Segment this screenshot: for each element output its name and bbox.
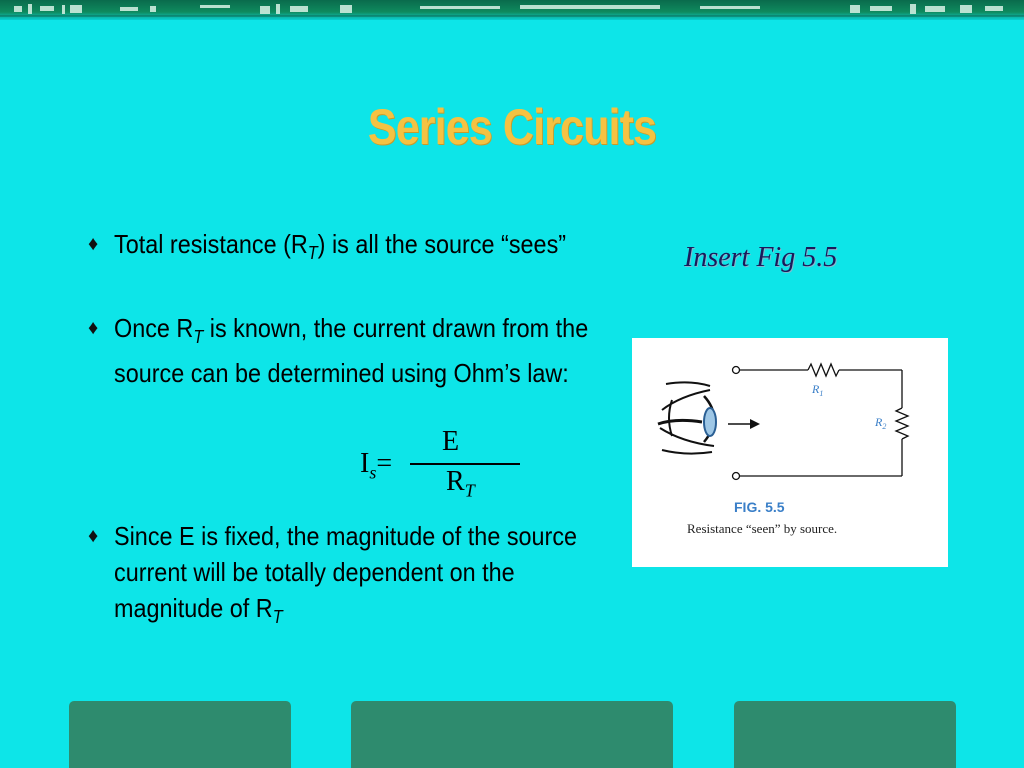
bullet-text: is known, the current drawn from the source can be determined using Ohm’s law: <box>114 313 589 388</box>
fraction-bar <box>410 463 520 465</box>
caption-text: Resistance <box>687 521 746 536</box>
caption-quote: “seen” <box>745 521 781 536</box>
formula-numerator: E <box>442 426 460 457</box>
formula-denominator-subscript: T <box>464 480 475 501</box>
arrow-right-icon <box>728 419 760 429</box>
formula-equals: = <box>376 448 393 479</box>
ohms-law-formula <box>360 426 540 501</box>
figure-caption <box>687 521 837 537</box>
bullet-text: Since E is fixed, the magnitude of the source current will be totally dependent on the magnitude of R <box>114 521 578 623</box>
resistor-r1 <box>808 364 839 376</box>
figure-5-5 <box>632 338 948 567</box>
insert-figure-note: Insert Fig 5.5 <box>684 242 838 273</box>
formula-denominator: R <box>446 466 465 497</box>
subscript: T <box>272 607 283 627</box>
diamond-bullet-icon: ♦ <box>88 233 99 255</box>
svg-text:R2 <box>874 415 886 431</box>
subscript: T <box>307 243 318 263</box>
slide-title: Series Circuits <box>367 99 657 155</box>
footer-box-center <box>351 701 673 768</box>
bullet-item-2 <box>88 310 674 391</box>
footer-box-right <box>734 701 956 768</box>
bullet-text: Total resistance (R <box>114 229 308 259</box>
svg-text:R1 <box>811 382 823 398</box>
terminal-bottom <box>733 473 740 480</box>
label-r2-subscript: 2 <box>882 422 887 431</box>
series-circuit-diagram <box>632 338 948 498</box>
bullet-item-3 <box>88 518 674 635</box>
label-r1-subscript: 1 <box>819 389 824 398</box>
resistor-r2 <box>896 408 908 439</box>
top-decorative-band <box>0 0 1024 20</box>
bullet-text: ) is all the source “sees” <box>317 229 567 259</box>
terminal-top <box>733 367 740 374</box>
diamond-bullet-icon: ♦ <box>88 525 99 547</box>
circuit-pattern-icon <box>0 0 1024 20</box>
label-r1: R <box>812 382 820 396</box>
bullet-text: Once R <box>114 313 194 343</box>
eye-icon <box>658 382 716 453</box>
bullet-item-1 <box>88 226 674 271</box>
formula-current-subscript: s <box>369 462 377 483</box>
formula-current: I <box>360 448 370 479</box>
diamond-bullet-icon: ♦ <box>88 317 99 339</box>
subscript: T <box>193 327 204 347</box>
label-r2: R <box>875 415 883 429</box>
caption-text: by source. <box>780 521 838 536</box>
footer-box-left <box>69 701 291 768</box>
figure-caption-title: FIG. 5.5 <box>734 499 785 515</box>
